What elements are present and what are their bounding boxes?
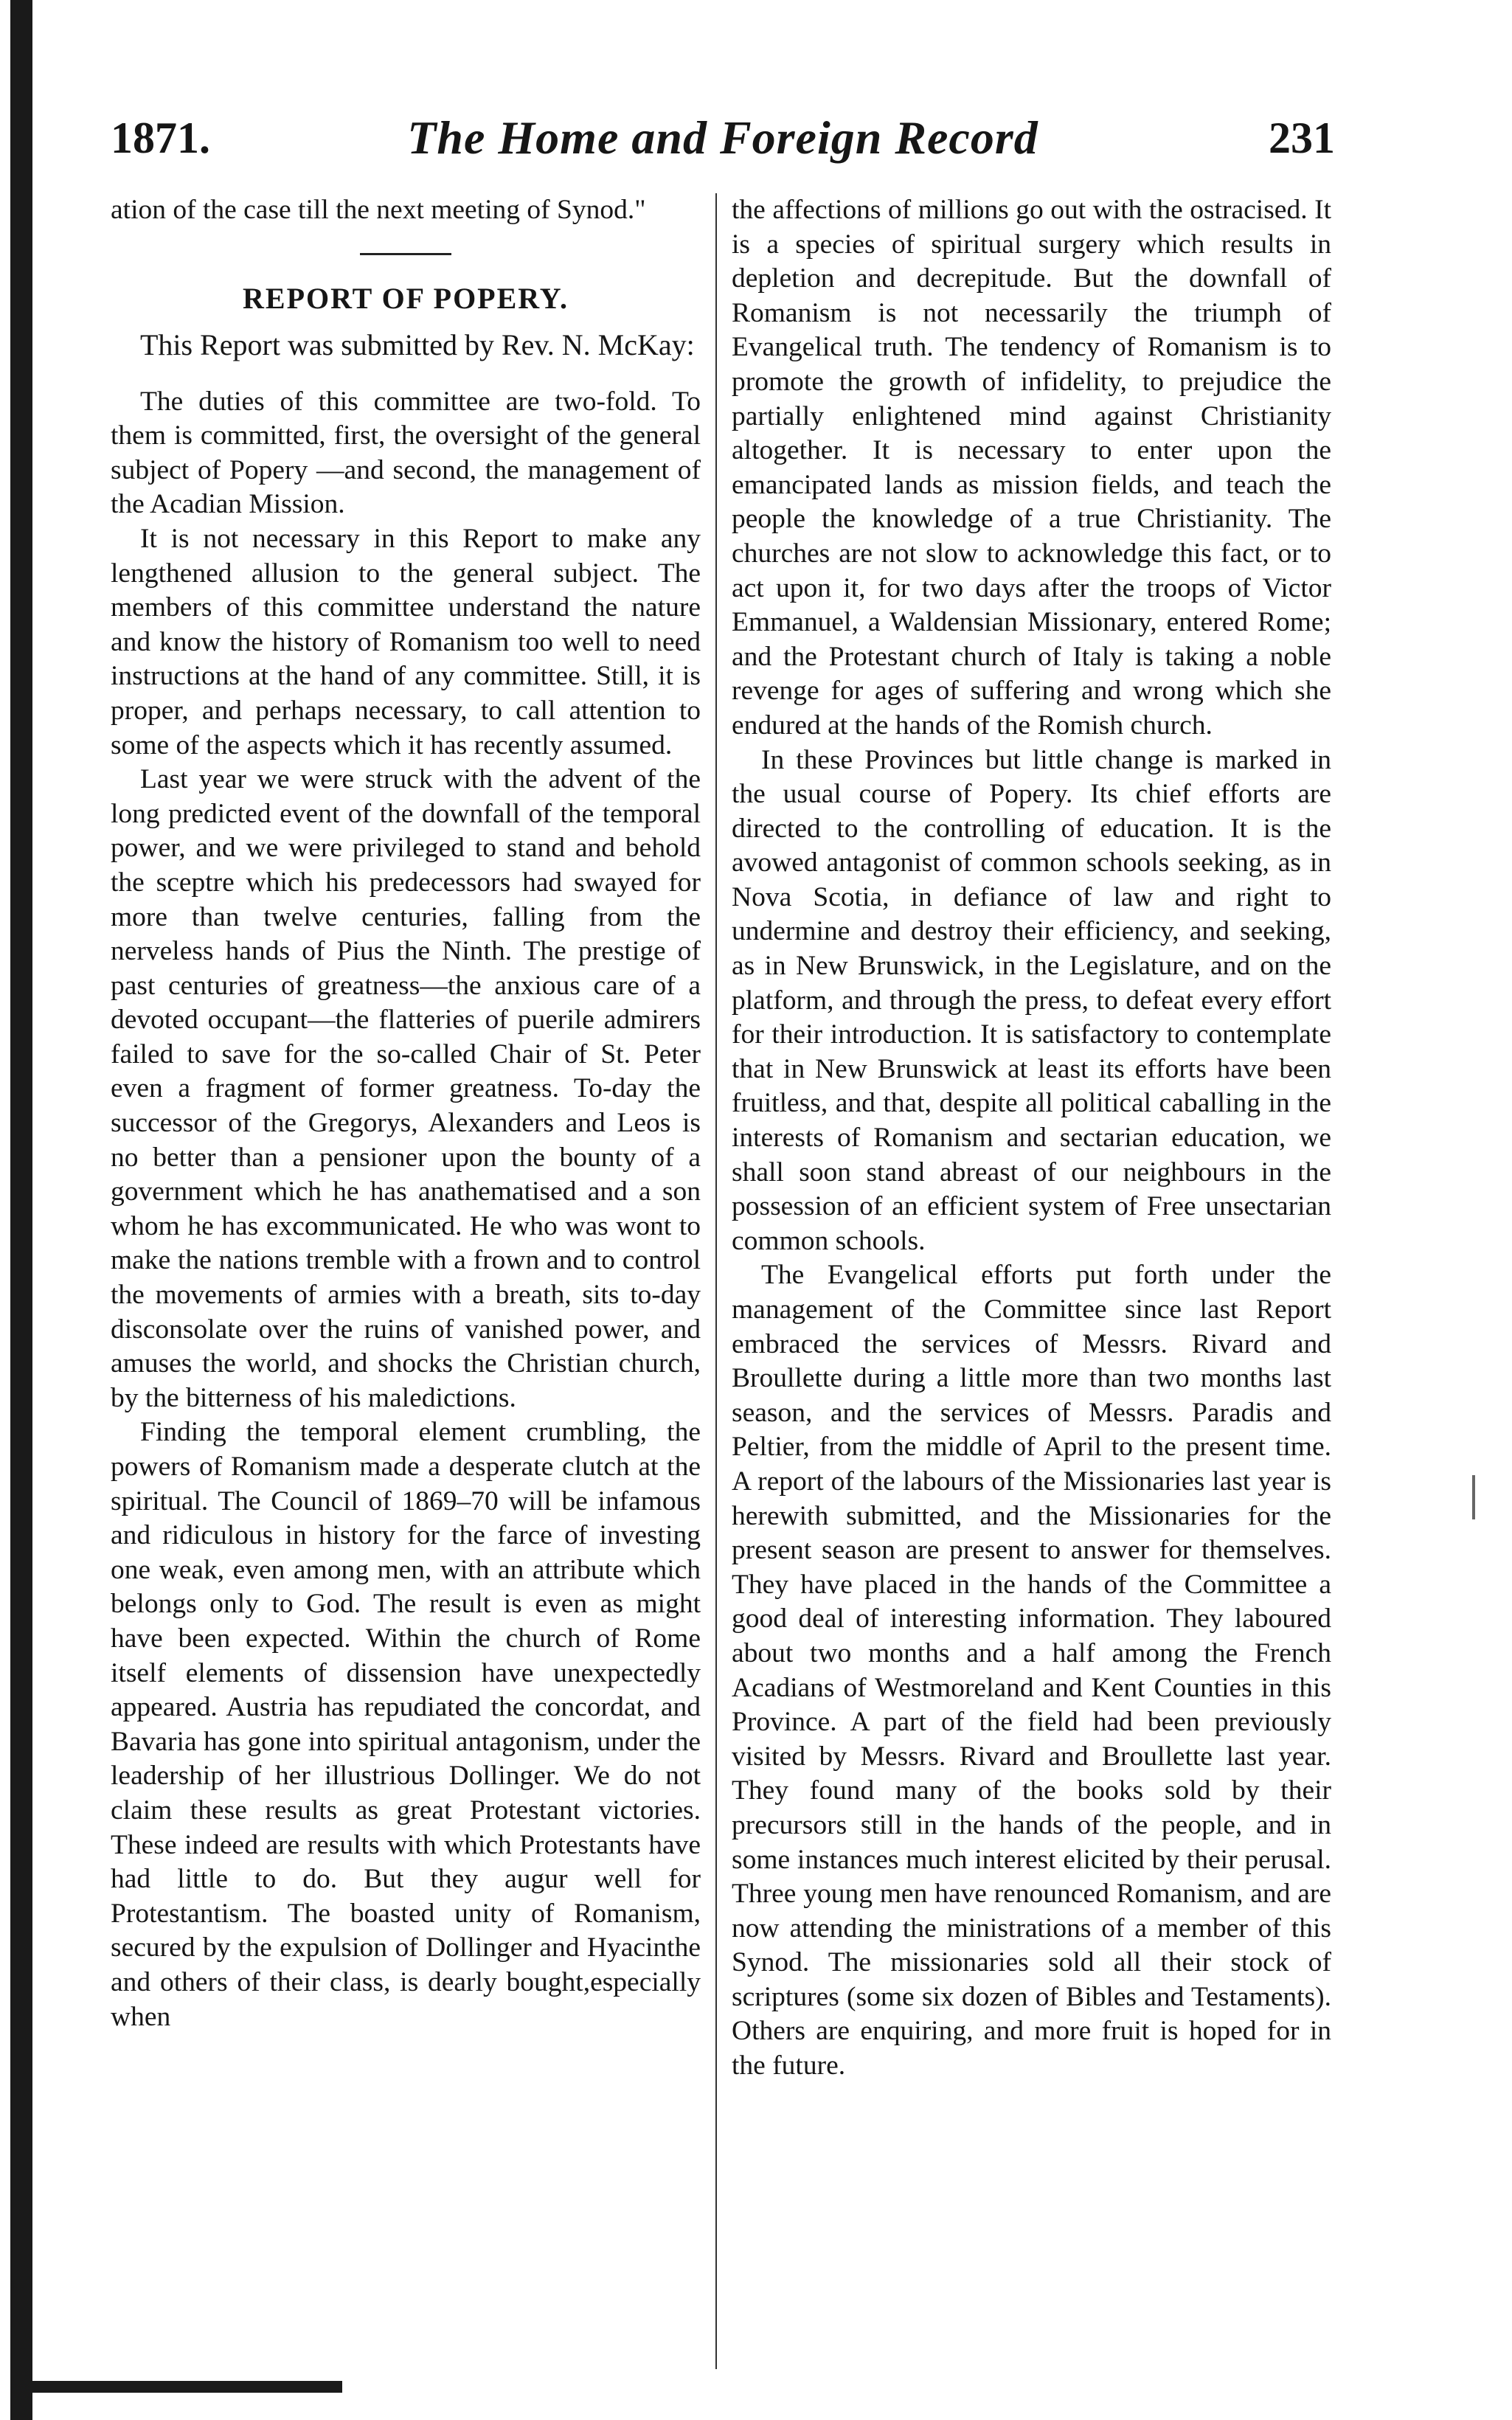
page-number: 231 [1269,114,1335,162]
left-column [111,193,701,2034]
right-column [732,193,1331,2084]
paragraph: The duties of this committee are two-fold. To them is committed, first, the oversight of the general subject of Popery —and second, the management of the Acadian Mission. [111,386,701,520]
running-header [111,112,1335,164]
paragraph: Finding the temporal element crumbling, the powers of Romanism made a desperate clutch at the spiritual. The Council of 1869–70 will be infamous and ridiculous in history for the farce of investing one weak, even among men, with an attribute which belongs only to God. The result is even as might have been expected. Within the church of Rome itself elements of dissension have unexpectedly appeared. Austria has repudiated the concordat, and Bavaria has gone into spiritual antagonism, under the leadership of her illustrious Dollinger. We do not claim these results as great Protestant victories. These indeed are results with which Protestants have had little to do. But they augur well for Protestantism. The boasted unity of Romanism, secured by the expulsion of Dollinger and Hyacinthe and others of their class, is dearly bought,especially when [111,1417,701,2032]
paragraph: the affections of millions go out with the ostracised. It is a species of spiritual surgery which results in depletion and decrepitude. But the downfall of Romanism is not necessarily the triumph of Evangelical truth. The tendency of Romanism is to promote the growth of infidelity, to prejudice the partially enlightened mind against Christianity altogether. It is necessary to enter upon the emancipated lands as mission fields, and teach the people the knowledge of a true Christianity. The churches are not slow to acknowledge this fact, or to act upon it, for two days after the troops of Victor Emmanuel, a Waldensian Missionary, entered Rome; and the Protestant church of Italy is taking a noble revenge for ages of suffering and wrong which she endured at the hands of the Romish church. [732,195,1331,741]
section-rule [360,253,451,255]
paragraph: The Evangelical efforts put forth under the management of the Committee since last Report embraced the services of Messrs. Rivard and Broullette during a little more than two months last season, and the services of Messrs. Paradis and Peltier, from the middle of April to the present time. A report of the labours of the Missionaries last year is herewith submitted, and the Missionaries for the present season are present to answer for themselves. They have placed in the hands of the Committee a good deal of interesting information. They laboured about two months and a half among the French Acadians of Westmoreland and Kent Counties in this Province. A part of the field had been previously visited by Messrs. Rivard and Broullette last year. They found many of the books sold by their precursors still in the hands of the people, and in some instances much interest elicited by their perusal. Three young men have renounced Romanism, and are now attending the ministrations of a member of this Synod. The missionaries sold all their stock of scriptures (some six dozen of Bibles and Testaments). Others are enquiring, and more fruit is hoped for in the future. [732,1260,1331,2081]
column-divider [715,193,717,2369]
paragraph: It is not necessary in this Report to make any lengthened allusion to the general subject. The members of this committee understand the nature and know the history of Romanism too well to need instructions at the hand of any committee. Still, it is proper, and perhaps necessary, to call attention to some of the aspects which it has recently assumed. [111,523,701,760]
bottom-rule [32,2381,342,2393]
section-title: REPORT OF POPERY. [243,281,569,315]
header-year: 1871. [111,114,210,162]
intro-line: This Report was submitted by Rev. N. McKay: [140,327,695,361]
margin-mark [1472,1475,1475,1519]
paragraph: In these Provinces but little change is marked in the usual course of Popery. Its chief efforts are directed to the controlling of education. It is the avowed antagonist of common schools seeking, as in Nova Scotia, in defiance of law and right to undermine and destroy their efficiency, and seeking, as in New Brunswick, in the Legislature, and on the platform, and through the press, to defeat every effort for their introduction. It is satisfactory to contemplate that in New Brunswick at least its efforts have been fruitless, and that, despite all political caballing in the interests of Romanism and sectarian education, we shall soon stand abreast of our neighbours in the possession of an efficient system of Free unsectarian common schools. [732,744,1331,1256]
paragraph: Last year we were struck with the advent of the long predicted event of the downfall of the temporal power, and we were privileged to stand and behold the sceptre which his predecessors had swayed for more than twelve centuries, falling from the nerveless hands of Pius the Ninth. The prestige of past centuries of greatness—the anxious care of a devoted occupant—the flatteries of puerile admirers failed to save for the so-called Chair of St. Peter even a fragment of former greatness. To-day the successor of the Gregorys, Alexanders and Leos is no better than a pensioner upon the bounty of a government which he has anathematised and a son whom he has excommunicated. He who was wont to make the nations tremble with a frown and to control the movements of armies with a breath, sits to-day disconsolate over the ruins of vanished power, and amuses the world, and shocks the Christian church, by the bitterness of his maledictions. [111,764,701,1413]
continuation-text: ation of the case till the next meeting of Synod." [111,195,646,225]
journal-title: The Home and Foreign Record [407,111,1038,164]
binding-edge [10,0,32,2420]
